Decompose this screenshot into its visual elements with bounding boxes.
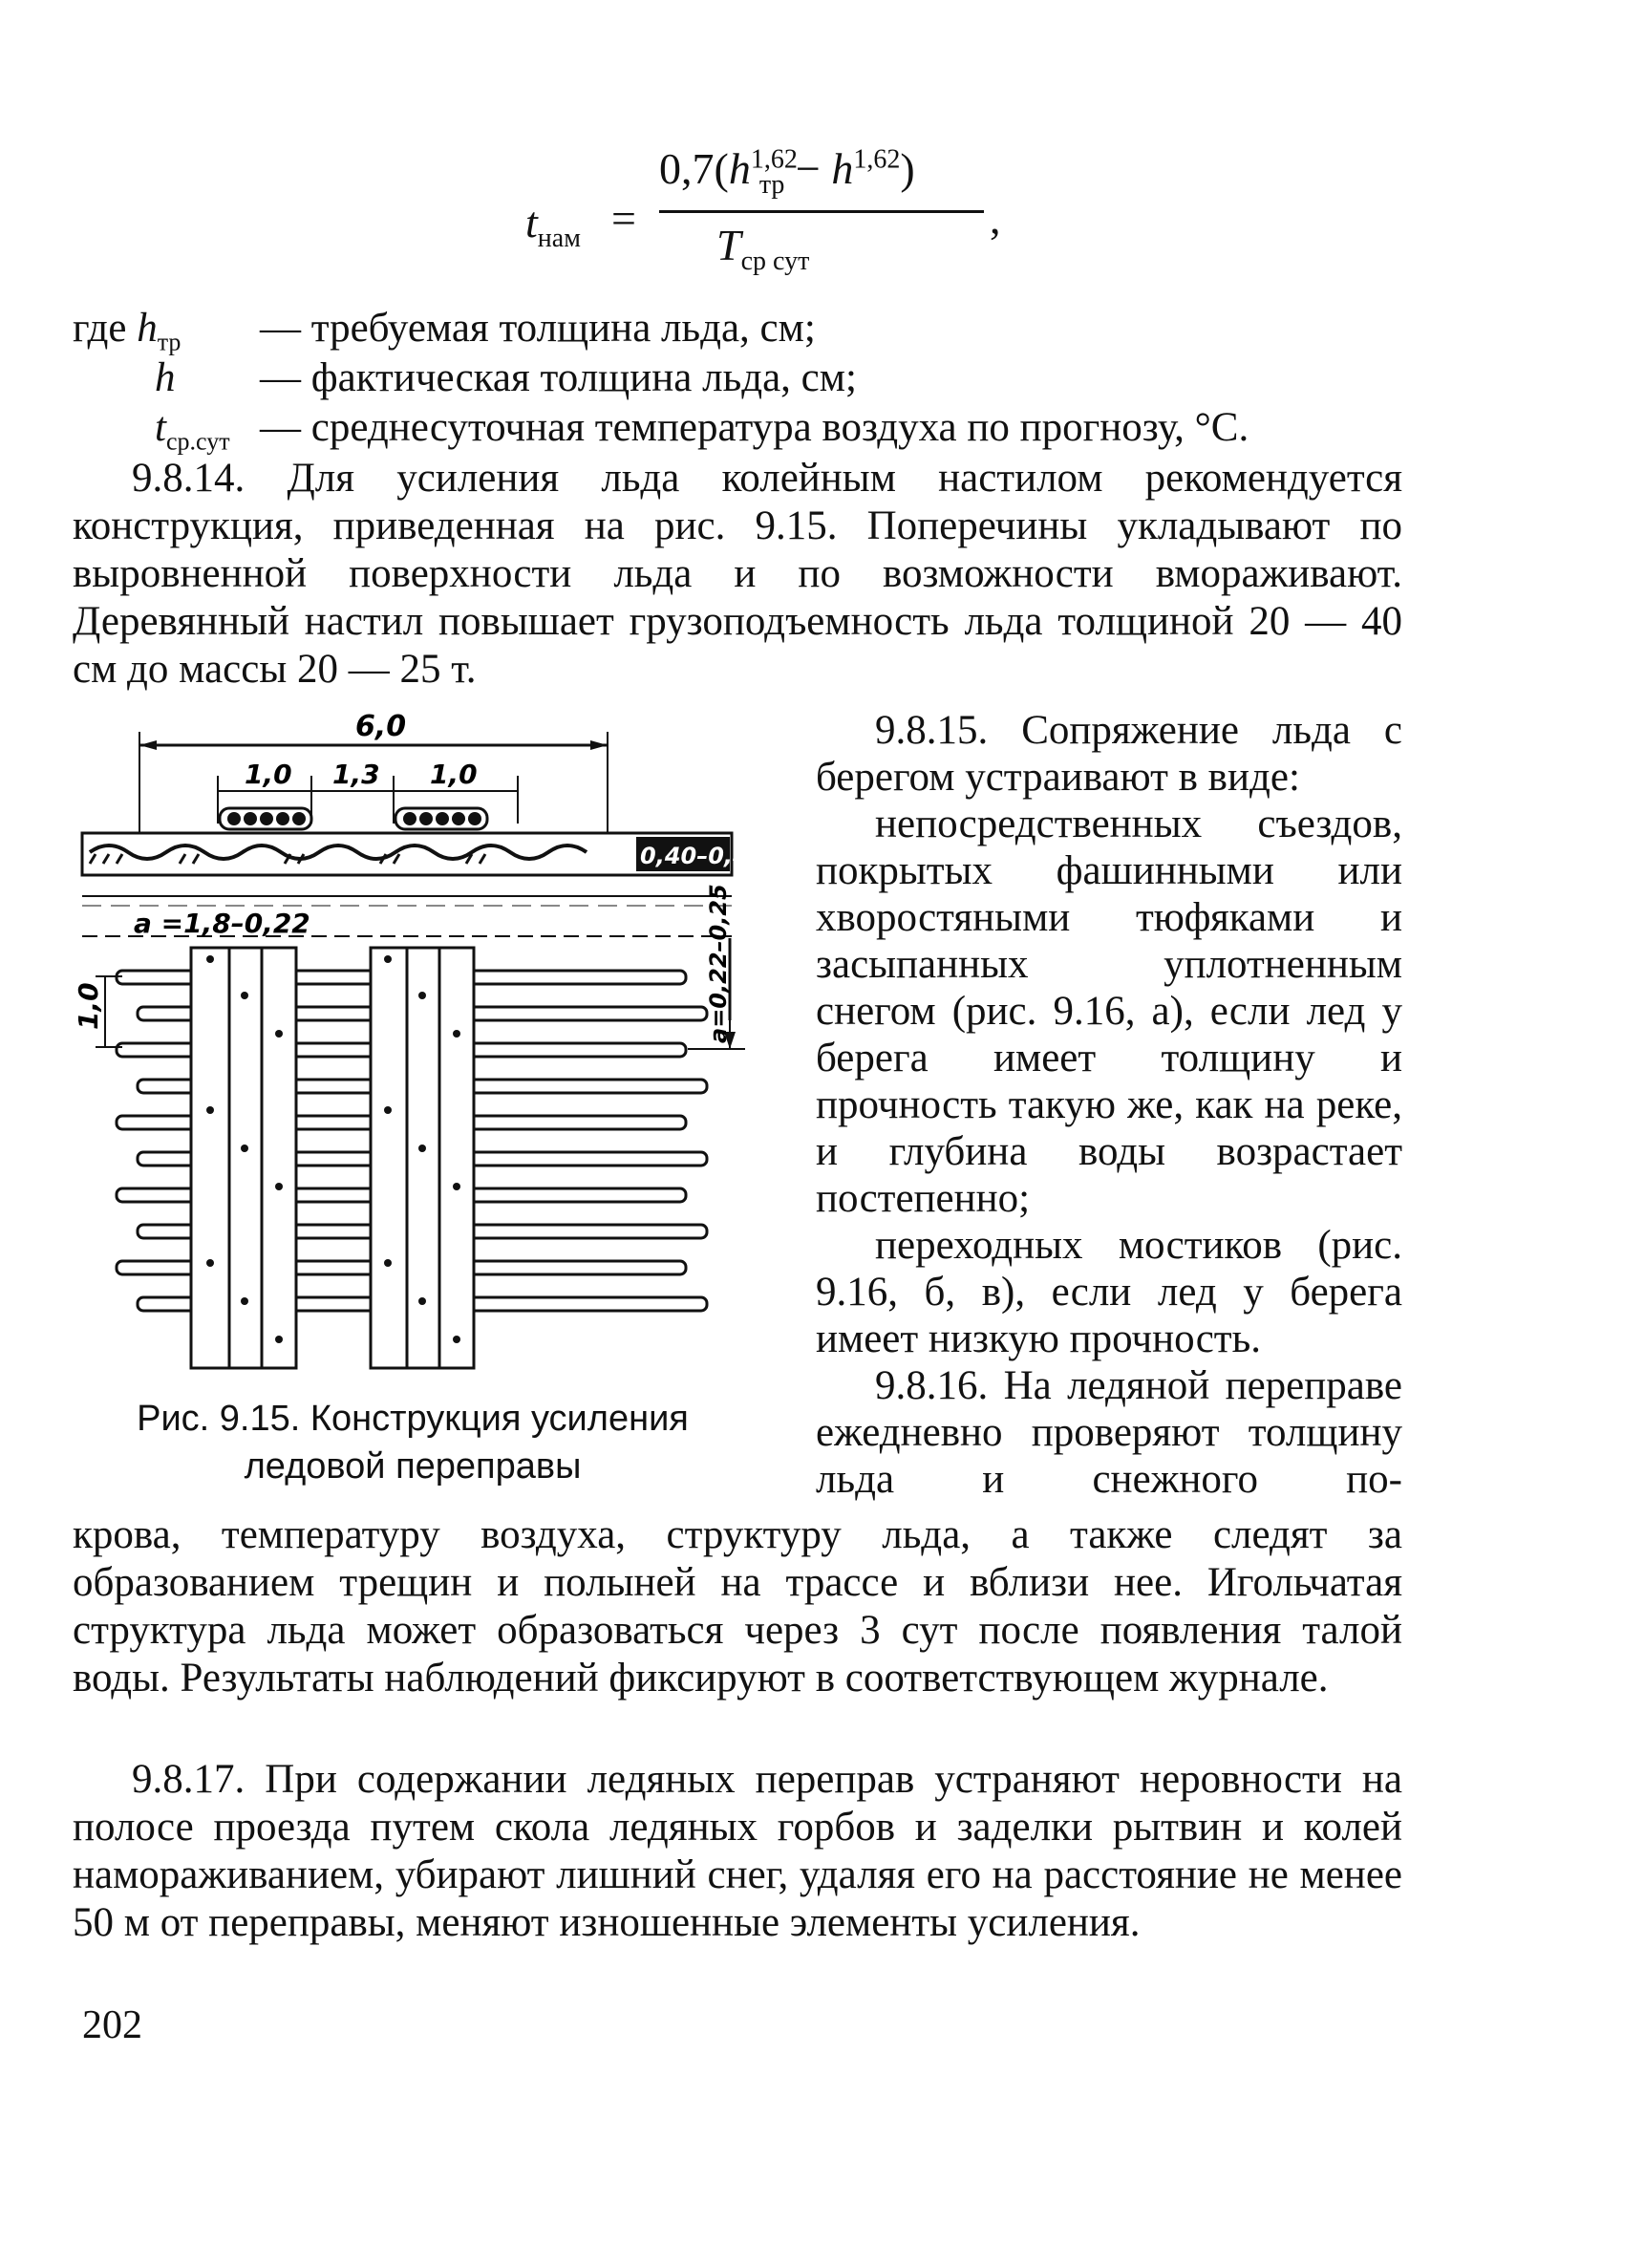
caption-line: Рис. 9.15. Конструкция усиления xyxy=(137,1399,689,1439)
paragraph-text: 9.8.17. При содержании ледяных переправ устраняют неровности на полосе проезда путем скола ледяных горбов и заделки рытвин и колей намораживанием, убирают лишний снег, удаляя его на расстояние не менее 50 м от переправы, меняют изношенные элементы усиления. xyxy=(73,1757,1402,1945)
definition-symbol: h xyxy=(137,306,158,351)
paragraph-text: 9.8.14. Для усиления льда колейным настилом рекомендуется конструкция, приведенная на рис. 9.15. Поперечины укладывают по выровненной поверхности льда и по возможности вмораживают. Деревянный настил повышает грузоподъемность льда толщиной 20 — 40 см до массы 20 — 25 т. xyxy=(73,456,1402,692)
paragraph-9-8-16-start: 9.8.16. На ледяной переправе ежедневно проверяют толщину льда и снежного по- xyxy=(816,1363,1402,1502)
paragraph-item: непосредственных съездов, покрытых фашинными или хворостяными тюфяками и засыпанных уплотненным снегом (рис. 9.16, а), если лед у берега имеет толщину и прочность такую же, как на реке, и глубина воды возрастает постепенно; xyxy=(816,802,1402,1221)
page-number: 202 xyxy=(82,2003,142,2047)
paragraph-9-8-14 xyxy=(73,455,1402,694)
paragraph-text: крова, температуру воздуха, структуру льда, а также следят за образованием трещин и полыней на трассе и вблизи нее. Игольчатая структура льда может образоваться через 3 сут после появления талой воды. Результаты наблюдений фиксируют в соответствующем журнале. xyxy=(73,1512,1402,1701)
dim-right-label: 1,0 xyxy=(430,759,478,790)
dim-side-label: a=0,22–0,25 xyxy=(705,884,732,1043)
paragraph-lead: 9.8.15. Сопряжение льда с берегом устраивают в виде: xyxy=(816,708,1402,800)
definition-subscript: тр xyxy=(157,328,181,356)
paragraph-9-8-17 xyxy=(73,1756,1402,1947)
formula-comma: , xyxy=(990,194,1001,243)
dim-mid-label: 1,3 xyxy=(332,759,380,790)
track-left xyxy=(191,948,296,1368)
paragraph-item: переходных мостиков (рис. 9.16, б, в), если лед у берега имеет низкую прочность. xyxy=(816,1223,1402,1361)
dim-left-label: 1,0 xyxy=(245,759,292,790)
paragraph-9-8-16-continued xyxy=(73,1511,1402,1702)
ice-crossing-diagram xyxy=(73,709,765,1378)
ice-layer xyxy=(82,833,732,875)
formula-lhs: $t_{нам}$ xyxy=(525,198,581,254)
variable-definitions xyxy=(73,304,1410,456)
dim-thickness-label: 0,40–0,45 xyxy=(640,843,765,869)
definition-row xyxy=(73,403,1410,456)
definition-description: — среднесуточная температура воздуха по прогнозу, °С. xyxy=(260,405,1249,450)
definition-row xyxy=(73,353,1410,403)
formula-denominator: $T_{ср сут}$ xyxy=(716,221,810,277)
log-row-right xyxy=(395,808,487,829)
definition-subscript: ср.сут xyxy=(165,427,230,456)
dim-a-label: a =1,8–0,22 xyxy=(134,908,310,939)
formula-numerator: $0,7(h^{1,62}_{тр} - h^{1,62})$ xyxy=(659,144,915,201)
definition-row xyxy=(73,304,1410,356)
caption-line: ледовой переправы xyxy=(244,1446,582,1487)
formula xyxy=(516,143,1013,287)
formula-equals: = xyxy=(611,194,636,243)
definition-symbol: h xyxy=(155,355,176,400)
paragraph-9-8-15 xyxy=(816,707,1402,1503)
fraction-bar xyxy=(659,210,984,213)
figure-caption xyxy=(78,1395,747,1490)
definition-prefix: где xyxy=(73,306,127,351)
dim-total-label: 6,0 xyxy=(355,710,407,743)
definition-description: — требуемая толщина льда, см; xyxy=(260,306,816,351)
definition-symbol: t xyxy=(155,405,166,450)
figure-9-15 xyxy=(73,709,765,1378)
dim-spacing-label: 1,0 xyxy=(73,982,104,1030)
log-row-left xyxy=(220,808,311,829)
definition-description: — фактическая толщина льда, см; xyxy=(260,355,857,400)
